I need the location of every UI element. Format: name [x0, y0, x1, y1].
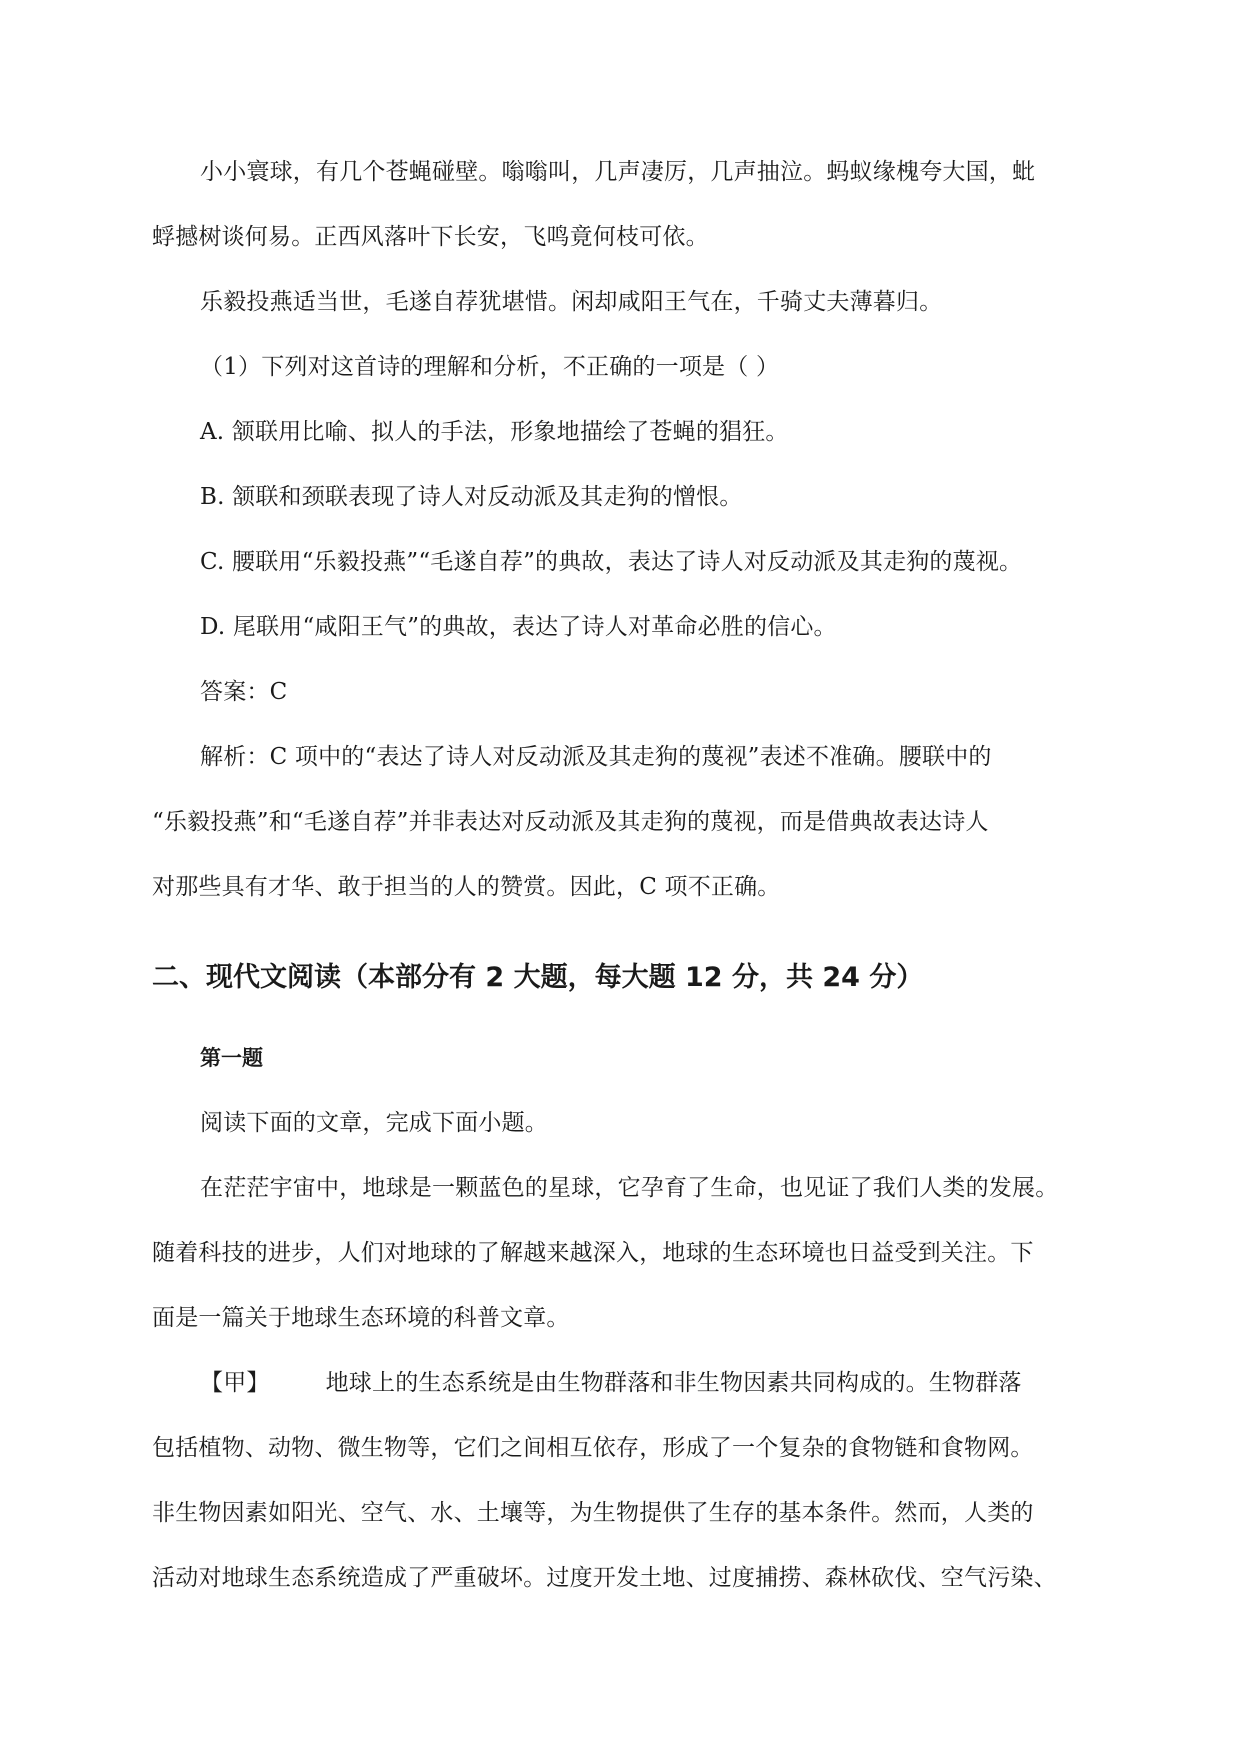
analysis-line: “乐毅投燕”和“毛遂自荐”并非表达对反动派及其走狗的蔑视，而是借典故表达诗人: [152, 809, 989, 835]
document-page: [152, 140, 1112, 1611]
option-b: B. 颔联和颈联表现了诗人对反动派及其走狗的憎恨。: [200, 484, 743, 510]
intro-line: 随着科技的进步，人们对地球的了解越来越深入，地球的生态环境也日益受到关注。下: [152, 1240, 1034, 1266]
option-d: D. 尾联用“咸阳王气”的典故，表达了诗人对革命必胜的信心。: [200, 614, 837, 640]
poem-line: 小小寰球，有几个苍蝇碰壁。嗡嗡叫，几声凄厉，几声抽泣。蚂蚁缘槐夸大国，蚍: [200, 159, 1036, 185]
section-heading: 二、现代文阅读（本部分有 2 大题，每大题 12 分，共 24 分）: [152, 962, 924, 993]
analysis-line: 对那些具有才华、敢于担当的人的赞赏。因此，C 项不正确。: [152, 874, 781, 900]
answer: 答案：C: [200, 679, 288, 705]
passage-line: 活动对地球生态系统造成了严重破坏。过度开发土地、过度捕捞、森林砍伐、空气污染、: [152, 1565, 1057, 1591]
option-a: A. 颔联用比喻、拟人的手法，形象地描绘了苍蝇的猖狂。: [200, 419, 789, 445]
intro-line: 面是一篇关于地球生态环境的科普文章。: [152, 1305, 570, 1331]
instruction: 阅读下面的文章，完成下面小题。: [200, 1110, 548, 1136]
passage-line: 非生物因素如阳光、空气、水、土壤等，为生物提供了生存的基本条件。然而，人类的: [152, 1500, 1034, 1526]
poem-line: 蜉撼树谈何易。正西风落叶下长安，飞鸣竟何枝可依。: [152, 224, 709, 250]
question-stem: （1）下列对这首诗的理解和分析，不正确的一项是（ ）: [200, 354, 780, 380]
sub-heading: 第一题: [200, 1046, 263, 1070]
passage-jia-first-line: [152, 1351, 1112, 1416]
passage-jia-label: 【甲】: [200, 1370, 270, 1396]
passage-line: 包括植物、动物、微生物等，它们之间相互依存，形成了一个复杂的食物链和食物网。: [152, 1435, 1034, 1461]
passage-jia-text: 地球上的生态系统是由生物群落和非生物因素共同构成的。生物群落: [325, 1370, 1022, 1396]
option-c: C. 腰联用“乐毅投燕”“毛遂自荐”的典故，表达了诗人对反动派及其走狗的蔑视。: [200, 549, 1023, 575]
intro-line: 在茫茫宇宙中，地球是一颗蓝色的星球，它孕育了生命，也见证了我们人类的发展。: [200, 1175, 1059, 1201]
poem-line: 乐毅投燕适当世，毛遂自荐犹堪惜。闲却咸阳王气在，千骑丈夫薄暮归。: [200, 289, 943, 315]
analysis-line: 解析：C 项中的“表达了诗人对反动派及其走狗的蔑视”表述不准确。腰联中的: [200, 744, 992, 770]
